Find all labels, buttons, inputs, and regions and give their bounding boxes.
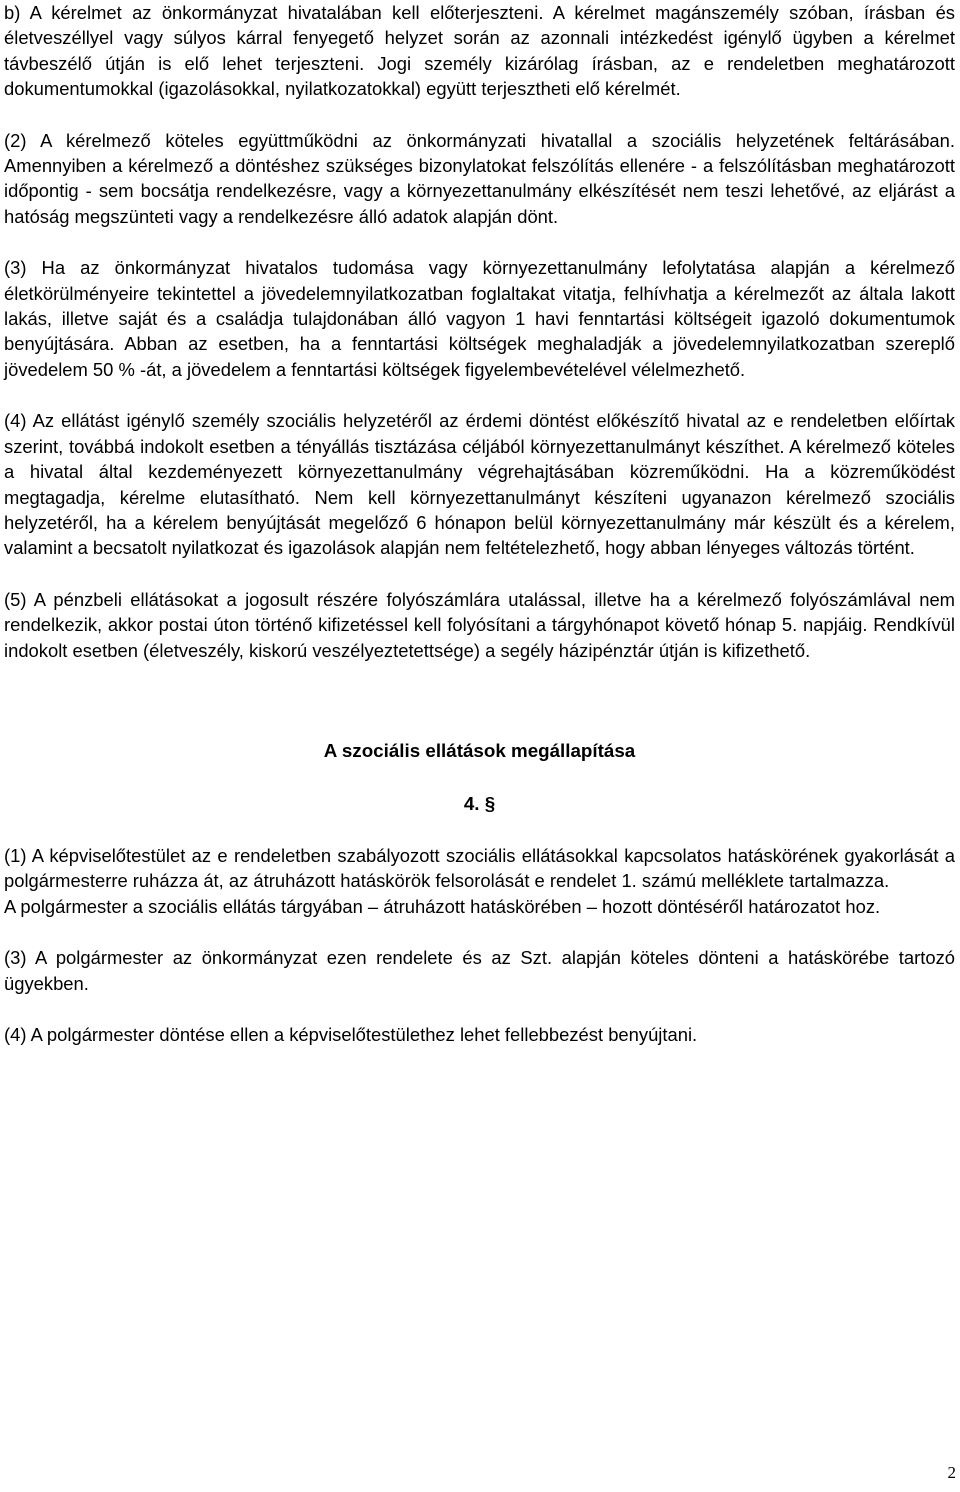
section-title: A szociális ellátások megállapítása bbox=[323, 739, 636, 761]
paragraph-b: b) A kérelmet az önkormányzat hivatalában kell előterjeszteni. A kérelmet magánszemély szóban, írásban és életveszéllyel vagy súlyos kárral fenyegető helyzet során az azonnali intézkedést igénylő ügyben a kérelmet távbeszélő útján is elő lehet terjeszteni. Jogi személy kizárólag írásban, az e rendeletben meghatározott dokumentumokkal (igazolásokkal, nyilatkozatokkal) együtt terjesztheti elő kérelmét. bbox=[4, 2, 955, 100]
paragraph-s4-4: (4) A polgármester döntése ellen a képviselőtestülethez lehet fellebbezést benyújtani. bbox=[4, 1023, 698, 1045]
section-number: 4. § bbox=[463, 792, 496, 814]
paragraph-s4-2: A polgármester a szociális ellátás tárgyában – átruházott hatáskörében – hozott döntéséről határozatot hoz. bbox=[4, 895, 881, 917]
paragraph-3: (3) Ha az önkormányzat hivatalos tudomása vagy környezettanulmány lefolytatása alapján a kérelmező életkörülményeire tekintettel a jövedelemnyilatkozatban foglaltakat vitatja, felhívhatja a kérelmezőt az általa lakott lakás, illetve saját és a családja tulajdonában álló vagyon 1 havi fenntartási költségeit igazoló dokumentumok benyújtására. Abban az esetben, ha a fenntartási költségek meghaladják a jövedelemnyilatkozatban szereplő jövedelem 50 % -át, a jövedelem a fenntartási költségek figyelembevételével vélelmezhető. bbox=[4, 257, 955, 380]
paragraph-s4-1: (1) A képviselőtestület az e rendeletben szabályozott szociális ellátásokkal kapcsolatos hatáskörének gyakorlását a polgármesterre ruházza át, az átruházott hatáskörök felsorolását e rendelet 1. számú melléklete tartalmazza. bbox=[4, 844, 955, 892]
paragraph-5: (5) A pénzbeli ellátásokat a jogosult részére folyószámlára utalással, illetve ha a kérelmező folyószámlával nem rendelkezik, akkor postai úton történő kifizetéssel kell folyósítani a tárgyhónapot követő hónap 5. napjáig. Rendkívül indokolt esetben (életveszély, kiskorú veszélyeztetettsége) a segély házipénztár útján is kifizethető. bbox=[4, 588, 955, 661]
paragraph-s4-3: (3) A polgármester az önkormányzat ezen rendelete és az Szt. alapján köteles dönteni a hatáskörébe tartozó ügyekben. bbox=[4, 947, 955, 994]
paragraph-2: (2) A kérelmező köteles együttműködni az önkormányzati hivatallal a szociális helyzetének feltárásában. Amennyiben a kérelmező a döntéshez szükséges bizonylatokat felszólítás ellenére - a felszólításban meghatározott időpontig - sem bocsátja rendelkezésre, vagy a környezettanulmány elkészítését nem teszi lehetővé, az eljárást a hatóság megszünteti vagy a rendelkezésre álló adatok alapján dönt. bbox=[4, 129, 955, 227]
page-number: 2 bbox=[947, 1463, 956, 1482]
paragraph-4: (4) Az ellátást igénylő személy szociális helyzetéről az érdemi döntést előkészítő hivatal az e rendeletben előírtak szerint, továbbá indokolt esetben a tényállás tisztázása céljából környezettanulmányt készíthet. A kérelmező köteles a hivatal által kezdeményezett környezettanulmány végrehajtásában közreműködni. Ha a közreműködést megtagadja, kérelme elutasítható. Nem kell környezettanulmányt készíteni ugyanazon kérelmező szociális helyzetéről, ha a kérelem benyújtását megelőző 6 hónapon belül környezettanulmány már készült és a kérelem, valamint a becsatolt nyilatkozat és igazolások alapján nem feltételezhető, hogy abban lényeges változás történt. bbox=[4, 410, 955, 559]
document-page bbox=[4, 0, 955, 1073]
